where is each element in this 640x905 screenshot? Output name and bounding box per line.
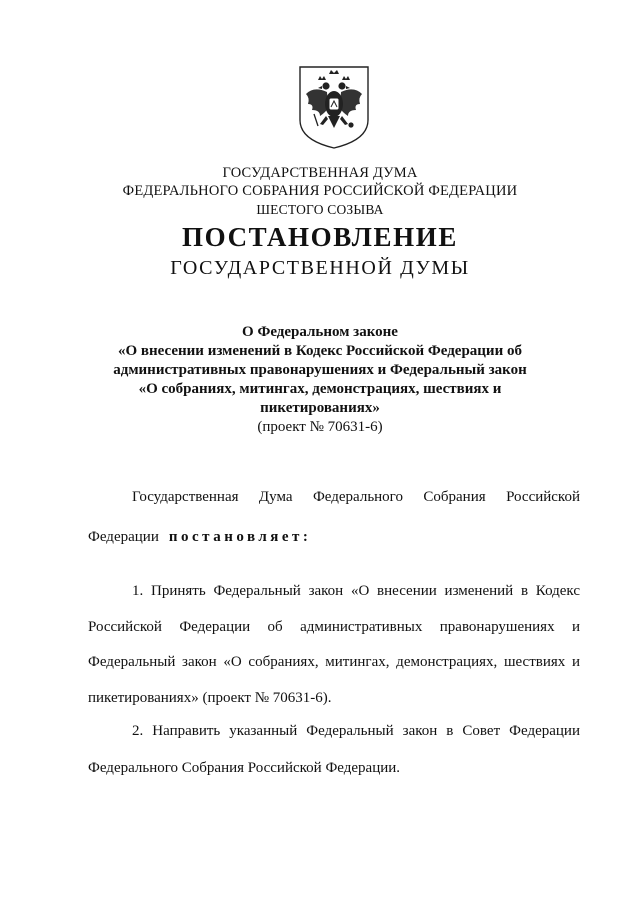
subject-line: административных правонарушениях и Федеральный закон	[113, 362, 527, 378]
intro-subject: Федерации	[88, 529, 159, 545]
chamber-name: ГОСУДАРСТВЕННАЯ ДУМА	[222, 165, 418, 181]
paragraph-line: Федеральный закон «О собраниях, митингах, демонстрациях, шествиях и	[88, 654, 580, 670]
parliament-name: ФЕДЕРАЛЬНОГО СОБРАНИЯ РОССИЙСКОЙ ФЕДЕРАЦИИ	[122, 183, 518, 199]
intro-line: Государственная Дума Федерального Собрания Российской	[132, 489, 580, 505]
paragraph-line: пикетированиях» (проект № 70631-6).	[88, 690, 332, 706]
paragraph-line: 1. Принять Федеральный закон «О внесении изменений в Кодекс	[132, 583, 580, 599]
document-issuer-title: ГОСУДАРСТВЕННОЙ ДУМЫ	[170, 257, 470, 279]
intro-line	[88, 528, 580, 546]
convocation: ШЕСТОГО СОЗЫВА	[256, 202, 384, 217]
paragraph-line: 2. Направить указанный Федеральный закон в Совет Федерации	[132, 723, 580, 739]
coat-of-arms-icon	[296, 64, 372, 150]
subject-line: пикетированиях»	[260, 400, 380, 416]
subject-line: «О внесении изменений в Кодекс Российской Федерации об	[118, 343, 522, 359]
decree-word: постановляет:	[168, 529, 312, 545]
subject-line: «О собраниях, митингах, демонстрациях, шествиях и	[138, 381, 502, 397]
paragraph-line: Российской Федерации об административных правонарушениях и	[88, 619, 580, 635]
paragraph-line: Федерального Собрания Российской Федерации.	[88, 760, 401, 776]
subject-line: О Федеральном законе	[242, 324, 398, 340]
project-number: (проект № 70631-6)	[257, 419, 383, 435]
document-type-title: ПОСТАНОВЛЕНИЕ	[182, 222, 458, 252]
